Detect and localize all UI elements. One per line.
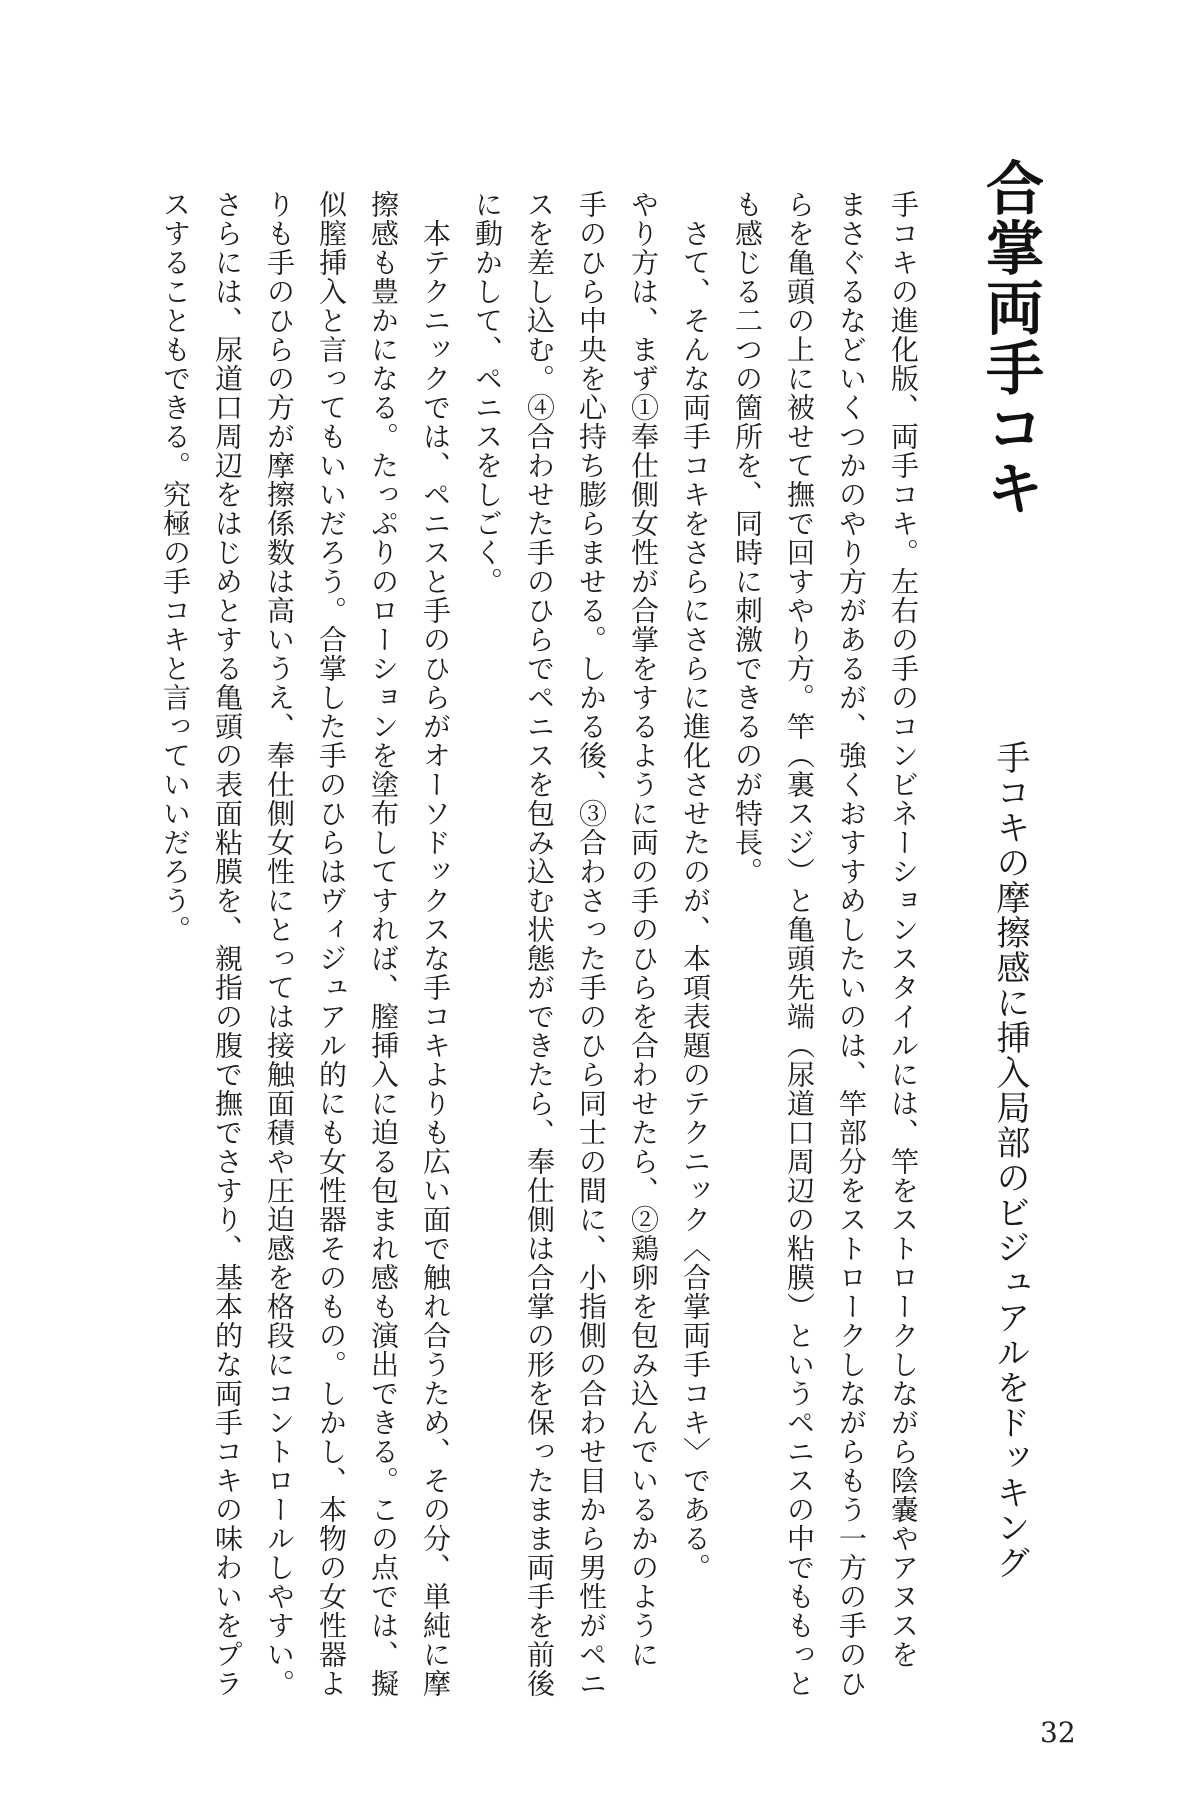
body-line: に動かして、ペニスをしごく。	[471, 190, 504, 596]
subtitle: 手コキの摩擦感に挿入局部のビジュアルをドッキング	[990, 740, 1030, 1580]
body-line: 手のひら中央を心持ち膨らませる。しかる後、③合わさった手のひら同士の間に、小指側の合わせ目から男性がペニ	[575, 190, 608, 1698]
body-line: さて、そんな両手コキをさらにさらに進化させたのが、本項表題のテクニック〈合掌両手コキ〉である。	[679, 190, 712, 1582]
body-line: りも手のひらの方が摩擦係数は高いうえ、奉仕側女性にとっては接触面積や圧迫感を格段にコントロールしやすい。	[263, 190, 296, 1698]
page-number: 32	[1040, 1716, 1076, 1749]
body-line: 手コキの進化版、両手コキ。左右の手のコンビネーションスタイルには、竿をストロークしながら陰嚢やアヌスを	[887, 190, 920, 1669]
body-line: 本テクニックでは、ペニスと手のひらがオーソドックスな手コキよりも広い面で触れ合うため、その分、単純に摩	[419, 190, 452, 1698]
body-line: らを亀頭の上に被せて撫で回すやり方。竿（裏スジ）と亀頭先端（尿道口周辺の粘膜）というペニスの中でももっと	[783, 190, 816, 1698]
body-line: やり方は、まず①奉仕側女性が合掌をするように両の手のひらを合わせたら、②鶏卵を包み込んでいるかのように	[627, 190, 660, 1669]
body-line: スを差し込む。④合わせた手のひらでペニスを包み込む状態ができたら、奉仕側は合掌の形を保ったまま両手を前後	[523, 190, 556, 1698]
page-title: 合掌両手コキ	[976, 158, 1044, 518]
body-line: も感じる二つの箇所を、同時に刺激できるのが特長。	[731, 190, 764, 886]
body-line: 擦感も豊かになる。たっぷりのローションを塗布してすれば、膣挿入に迫る包まれ感も演出できる。この点では、擬	[367, 190, 400, 1698]
body-line: スすることもできる。究極の手コキと言っていいだろう。	[159, 190, 192, 944]
body-line: さらには、尿道口周辺をはじめとする亀頭の表面粘膜を、親指の腹で撫でさすり、基本的な両手コキの味わいをプラ	[211, 190, 244, 1698]
body-line: まさぐるなどいくつかのやり方があるが、強くおすすめしたいのは、竿部分をストロークしながらもう一方の手のひ	[835, 190, 868, 1698]
body-line: 似膣挿入と言ってもいいだろう。合掌した手のひらはヴィジュアル的にも女性器そのもの。しかし、本物の女性器よ	[315, 190, 348, 1698]
